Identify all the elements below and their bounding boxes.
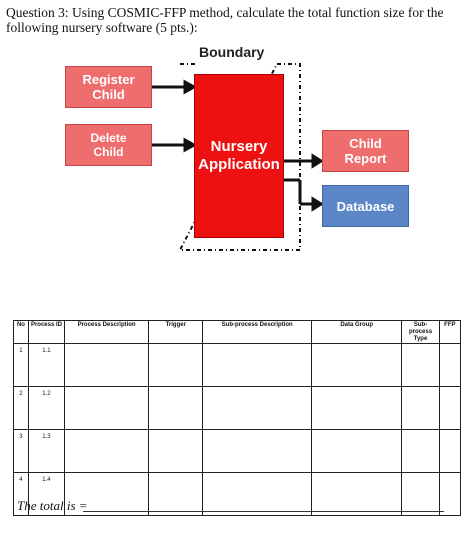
row-subprocess-type-cell[interactable] xyxy=(402,344,439,387)
nursery-application-line2: Application xyxy=(198,156,280,173)
row-process-id: 1.1 xyxy=(28,344,64,387)
register-child-line1: Register xyxy=(82,72,135,87)
row-data-group-cell[interactable] xyxy=(311,344,401,387)
row-subprocess-description-cell[interactable] xyxy=(203,430,312,473)
row-trigger-cell[interactable] xyxy=(149,344,203,387)
database-box xyxy=(322,185,409,227)
row-trigger-cell[interactable] xyxy=(149,473,203,516)
row-no: 4 xyxy=(14,473,29,516)
question-text: Question 3: Using COSMIC-FFP method, calculate the total function size for the following nursery software (5 pts.): xyxy=(6,5,444,35)
total-answer-line[interactable] xyxy=(83,511,444,512)
register-child-box xyxy=(65,66,152,108)
child-report-line1: Child xyxy=(349,136,382,151)
row-ffp-cell[interactable] xyxy=(439,473,460,516)
ffp-table xyxy=(13,320,461,516)
row-trigger-cell[interactable] xyxy=(149,430,203,473)
row-process-id: 1.2 xyxy=(28,387,64,430)
table-row xyxy=(14,344,461,387)
header-subprocess-description: Sub-process Description xyxy=(203,321,312,344)
row-process-id: 1.3 xyxy=(28,430,64,473)
row-data-group-cell[interactable] xyxy=(311,430,401,473)
table-header-row xyxy=(14,321,461,344)
header-process-id: Process ID xyxy=(28,321,64,344)
database-label: Database xyxy=(336,198,395,214)
row-subprocess-description-cell[interactable] xyxy=(203,387,312,430)
delete-child-box xyxy=(65,124,152,166)
row-ffp-cell[interactable] xyxy=(439,387,460,430)
row-no: 1 xyxy=(14,344,29,387)
row-data-group-cell[interactable] xyxy=(311,473,401,516)
header-subprocess-type: Sub-process Type xyxy=(402,321,439,344)
child-report-box xyxy=(322,130,409,172)
row-ffp-cell[interactable] xyxy=(439,430,460,473)
header-ffp: FFP xyxy=(439,321,460,344)
table-row xyxy=(14,387,461,430)
register-child-line2: Child xyxy=(92,87,125,102)
row-subprocess-description-cell[interactable] xyxy=(203,473,312,516)
row-subprocess-type-cell[interactable] xyxy=(402,387,439,430)
row-process-description-cell[interactable] xyxy=(65,344,149,387)
arrow-delete-head xyxy=(185,140,194,150)
arrow-register-head xyxy=(185,82,194,92)
header-process-description: Process Description xyxy=(65,321,149,344)
row-process-id: 1.4 xyxy=(28,473,64,516)
row-subprocess-type-cell[interactable] xyxy=(402,430,439,473)
row-no: 3 xyxy=(14,430,29,473)
boundary-label: Boundary xyxy=(199,44,265,60)
child-report-line2: Report xyxy=(344,151,387,166)
row-subprocess-type-cell[interactable] xyxy=(402,473,439,516)
row-trigger-cell[interactable] xyxy=(149,387,203,430)
nursery-application-line1: Nursery xyxy=(210,138,268,155)
row-subprocess-description-cell[interactable] xyxy=(203,344,312,387)
row-process-description-cell[interactable] xyxy=(65,387,149,430)
arrow-report-head xyxy=(313,156,321,166)
row-process-description-cell[interactable] xyxy=(65,430,149,473)
total-label: The total is = xyxy=(17,498,88,513)
header-data-group: Data Group xyxy=(311,321,401,344)
nursery-application-box xyxy=(194,74,284,238)
row-ffp-cell[interactable] xyxy=(439,344,460,387)
table-row xyxy=(14,430,461,473)
header-no: No xyxy=(14,321,29,344)
row-data-group-cell[interactable] xyxy=(311,387,401,430)
delete-child-line2: Child xyxy=(93,145,124,159)
header-trigger: Trigger xyxy=(149,321,203,344)
arrow-db-head xyxy=(313,199,321,209)
row-no: 2 xyxy=(14,387,29,430)
delete-child-line1: Delete xyxy=(90,131,127,145)
